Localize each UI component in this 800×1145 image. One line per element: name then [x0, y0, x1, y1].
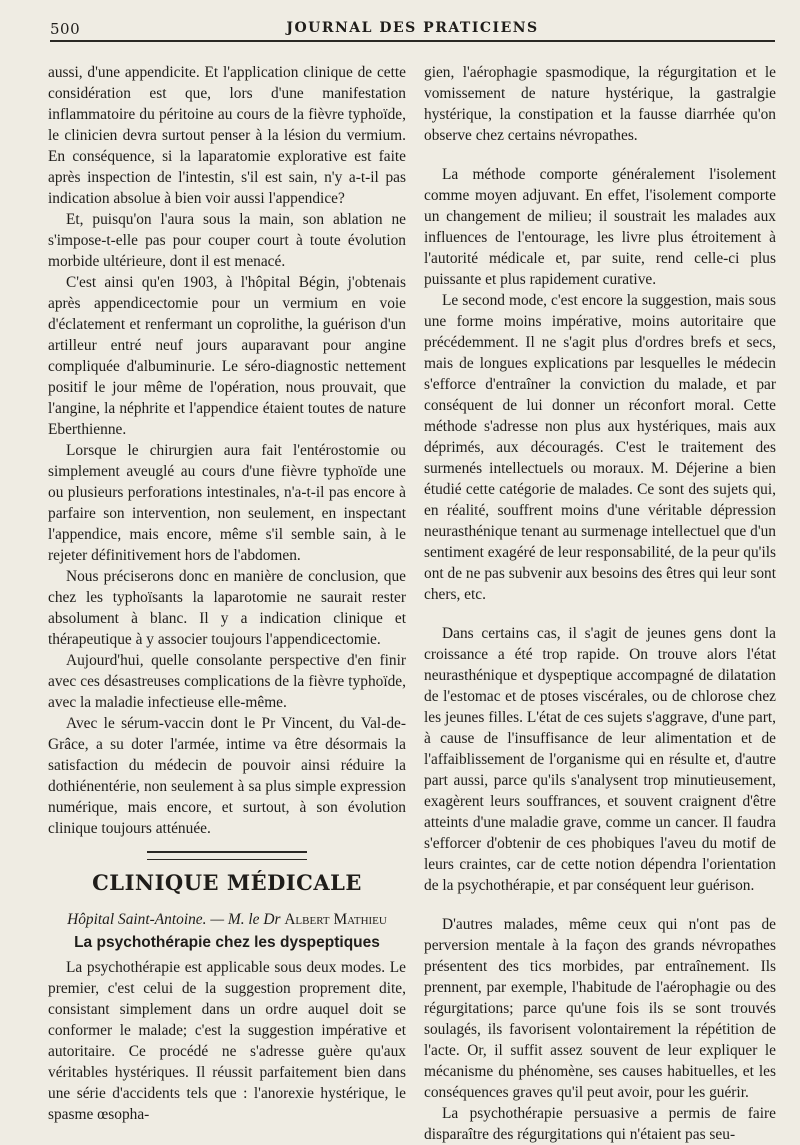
- right-column: [424, 62, 776, 1145]
- paragraph: aussi, d'une appendicite. Et l'application clinique de cette considération est que, lors d'une manifestation inflammatoire du péritoine au cours de la fièvre typhoïde, le clinicien devra surtout penser à la lésion du vermium. En conséquence, si la laparatomie explorative est faite après inspection de l'intestin, s'il est sain, n'y a-t-il pas indication absolue à bien voir aussi l'appendice?: [48, 64, 406, 207]
- source-author-prefix: — M. le Dr: [210, 911, 281, 928]
- paragraph: Dans certains cas, il s'agit de jeunes gens dont la croissance a été trop rapide. On trouve alors l'état neurasthénique et dyspeptique accompagné de dilatation de l'estomac et de ptoses viscérales, ou de chlorose chez les jeunes filles. L'état de ces sujets s'aggrave, d'une part, à cause de l'insuffisance de leur alimentation et de l'affaiblissement de l'organisme qui en résulte et, d'autre part aussi, parce qu'ils s'analysent trop minutieusement, exagèrent leurs souffrances, et souvent craignent d'être atteints d'une maladie grave, comme un cancer. Il faudra s'efforcer d'obtenir de ces phobiques l'aveu du motif de leurs craintes, car de cette notion dépendra l'orientation de la psychothérapie, et par conséquent leur guérison.: [424, 625, 776, 894]
- paragraph: La psychothérapie persuasive a permis de faire disparaître des régurgitations qui n'étaient pas seu-: [424, 1105, 776, 1143]
- paragraph: Et, puisqu'on l'aura sous la main, son ablation ne s'impose-t-elle pas pour couper court à toute évolution morbide ultérieure, dont il est menacé.: [48, 211, 406, 270]
- paragraph: La psychothérapie est applicable sous deux modes. Le premier, c'est celui de la suggestion proprement dite, consistant simplement dans un ordre auquel doit se conformer le malade; c'est la suggestion impérative et autoritaire. Ce procédé ne s'adresse guère qu'aux véritables hystériques. Il réussit parfaitement bien dans une série d'accidents tels que : l'anorexie hystérique, le spasme œsopha-: [48, 959, 406, 1123]
- running-header: [50, 14, 775, 42]
- section-title: CLINIQUE MÉDICALE: [92, 870, 362, 895]
- paragraph: Avec le sérum-vaccin dont le Pr Vincent, du Val-de-Grâce, a su doter l'armée, intime va être désormais la satisfaction du médecin de pouvoir ainsi réduire la dothiénentérie, non seulement à sa plus simple expression numérique, mais encore, et surtout, à son évolution clinique toujours atténuée.: [48, 715, 406, 837]
- journal-title: JOURNAL DES PRATICIENS: [286, 20, 539, 36]
- paragraph: Lorsque le chirurgien aura fait l'entérostomie ou simplement aveuglé au cours d'une fièvre typhoïde une ou plusieurs perforations intestinales, n'a-t-il pas encore à parfaire son intervention, non seulement, en inspectant l'appendice, mais encore, même s'il semble sain, à le rejeter définitivement hors de l'abdomen.: [48, 442, 406, 564]
- paragraph: Aujourd'hui, quelle consolante perspective d'en finir avec ces désastreuses complications de la fièvre typhoïde, avec la maladie infectieuse elle-même.: [48, 652, 406, 711]
- source-hospital: Hôpital Saint-Antoine.: [67, 911, 207, 928]
- left-column: [48, 62, 406, 1125]
- paragraph: gien, l'aérophagie spasmodique, la régurgitation et le vomissement de nature hystérique, la gastralgie hystérique, la constipation et la fausse diarrhée qu'on observe chez certains névropathes.: [424, 64, 776, 144]
- paragraph: Nous préciserons donc en manière de conclusion, que chez les typhoïsants la laparotomie ne saurait rester absolument à blanc. Il y a indication clinique et thérapeutique à y associer toujours l'appendicectomie.: [48, 568, 406, 648]
- paragraph: Le second mode, c'est encore la suggestion, mais sous une forme moins impérative, moins autoritaire que précédemment. Il ne s'agit plus d'ordres brefs et secs, mais de longues explications par lesquelles le médecin s'efforce d'entraîner la conviction du malade, et par conséquent de lui donner un réconfort moral. Cette méthode s'adresse non plus aux hystériques, mais aux déprimés, aux découragés. C'est le traitement des surmenés intellectuels ou moraux. M. Déjerine a bien étudié cette catégorie de malades. Ce sont des sujets qui, en réalité, souffrent moins d'une véritable dépression neurasthénique tenant au surmenage intellectuel que d'un sentiment exagéré de leur responsabilité, de la peur qu'ils ont de ne pas subvenir aux besoins des êtres qui leur sont chers, etc.: [424, 292, 776, 603]
- article-title: La psychothérapie chez les dyspeptiques: [74, 934, 380, 951]
- paragraph: La méthode comporte généralement l'isolement comme moyen adjuvant. En effet, l'isolement comporte un changement de milieu; il soustrait les malades aux influences de l'entourage, les livre plus étroitement à l'autorité médicale et, par suite, rend celle-ci plus puissante et plus rapidement curative.: [424, 166, 776, 288]
- paragraph: D'autres malades, même ceux qui n'ont pas de perversion mentale à la façon des grands névropathes présentent des tics morbides, par entraînement. Ils prennent, par exemple, l'habitude de l'aérophagie ou des régurgitations; parce qu'une fois ils se sont trouvés soulagés, ils favorisent volontairement la répétition de l'acte. Or, il suffit assez souvent de leur expliquer le mécanisme du phénomène, ses causes habituelles, et les conséquences graves qu'il peut avoir, pour les guérir.: [424, 916, 776, 1101]
- page-number: 500: [50, 20, 81, 38]
- paragraph: C'est ainsi qu'en 1903, à l'hôpital Bégin, j'obtenais après appendicectomie pour un vermium en voie d'éclatement et renfermant un coprolithe, la guérison d'un artilleur entré neuf jours auparavant pour angine compliquée d'albuminurie. Le séro-diagnostic nettement positif le jour même de l'opération, nous prouvait, que l'angine, la néphrite et l'appendice étaient toutes de nature Eberthienne.: [48, 274, 406, 438]
- section-divider: [147, 851, 307, 860]
- article-source: [48, 909, 406, 930]
- source-author: Albert Mathieu: [284, 911, 387, 928]
